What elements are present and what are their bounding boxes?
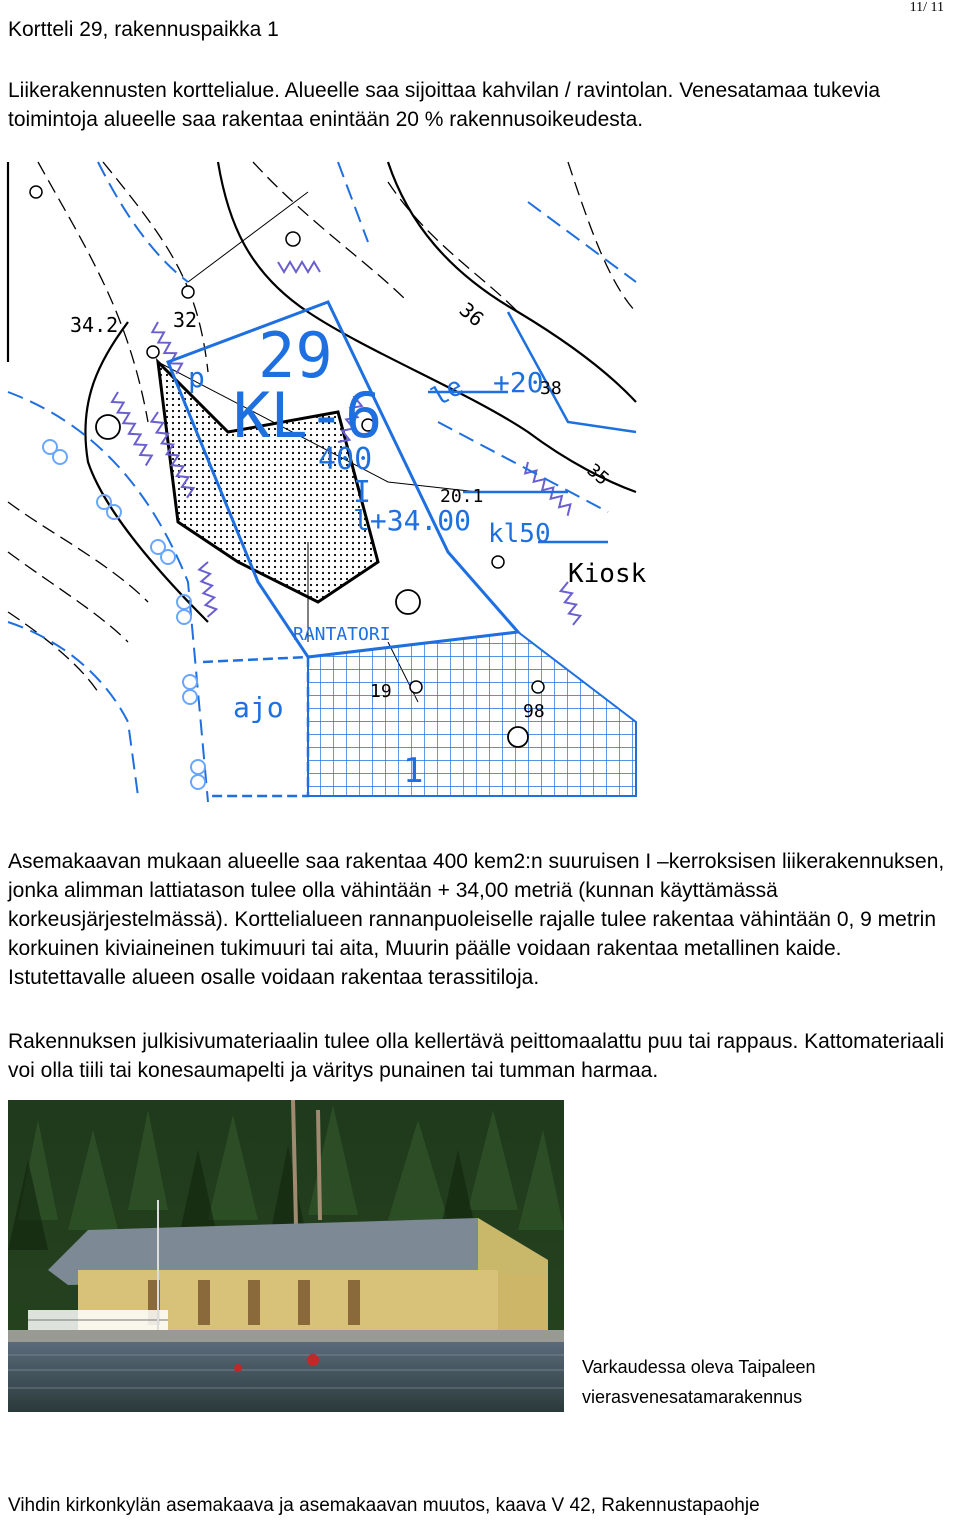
map-label-20-1: 20.1 [440,486,484,507]
map-label-36: 36 [454,297,489,332]
map-block-number: 29 [258,319,333,392]
map-label-plus20: +20 [493,366,544,399]
map-label-98: 98 [523,701,545,722]
page-title: Kortteli 29, rakennuspaikka 1 [8,18,279,41]
paragraph-building-rights: Asemakaavan mukaan alueelle saa rakentaa 400 kem2:n suuruisen I –kerroksisen liikerakennuksen, jonka alimman lattiatason tulee olla vähintään + 34,00 metriä (kunnan käyttämässä korkeusjärjestelmässä). Korttelialueen rannanpuoleiselle rajalle tulee rakentaa vähintään 0, 9 metrin korkuinen kiviaineinen tukimuuri tai aita, Muurin päälle voidaan rakentaa metallinen kaide. Istutettavalle alueen osalle voidaan rakentaa terassitiloja. [8,850,945,989]
map-floors: I [353,475,372,510]
intro-text: Liikerakennusten korttelialue. Alueelle saa sijoittaa kahvilan / ravintolan. Venesatamaa tukevia toimintoja alueelle saa rakentaa enintään 20 % rakennusoikeudesta. [8,79,881,131]
map-label-35: 35 [582,459,613,490]
building-photo [8,1100,564,1412]
map-label-38: 38 [540,378,562,399]
map-floor-area: 400 [318,442,373,477]
map-label-19: 19 [370,681,392,702]
map-label-rantatori: 1 [403,751,424,791]
map-label-32: 32 [173,308,198,332]
map-floor-level: l+34.00 [353,504,472,537]
page-number: 11/ 11 [909,0,944,15]
page-footer: Vihdin kirkonkylän asemakaava ja asemakaavan muutos, kaava V 42, Rakennustapaohje [8,1495,760,1516]
map-label-1: p [188,361,205,394]
paragraph-facade-materials: Rakennuksen julkisivumateriaalin tulee olla kellertävä peittomaalattu puu tai rappaus. Kattomateriaali voi olla tiili tai konesaumapelti ja väritys punainen tai tumman harmaa. [8,1030,945,1082]
map-label-ajo: ajo [233,691,284,724]
map-label-le: le [426,371,469,414]
map-label-p: RANTATORI [293,624,391,645]
map-zone-code: KL-6 [233,379,383,452]
map-label-34-2: 34.2 [70,313,119,337]
photo-caption: Varkaudessa oleva Taipaleen vierasvenesatamarakennus [582,1357,816,1407]
map-label-kiosk: Kiosk [568,559,647,589]
map-label-kl50: kl50 [488,519,551,549]
zoning-map [8,162,647,796]
